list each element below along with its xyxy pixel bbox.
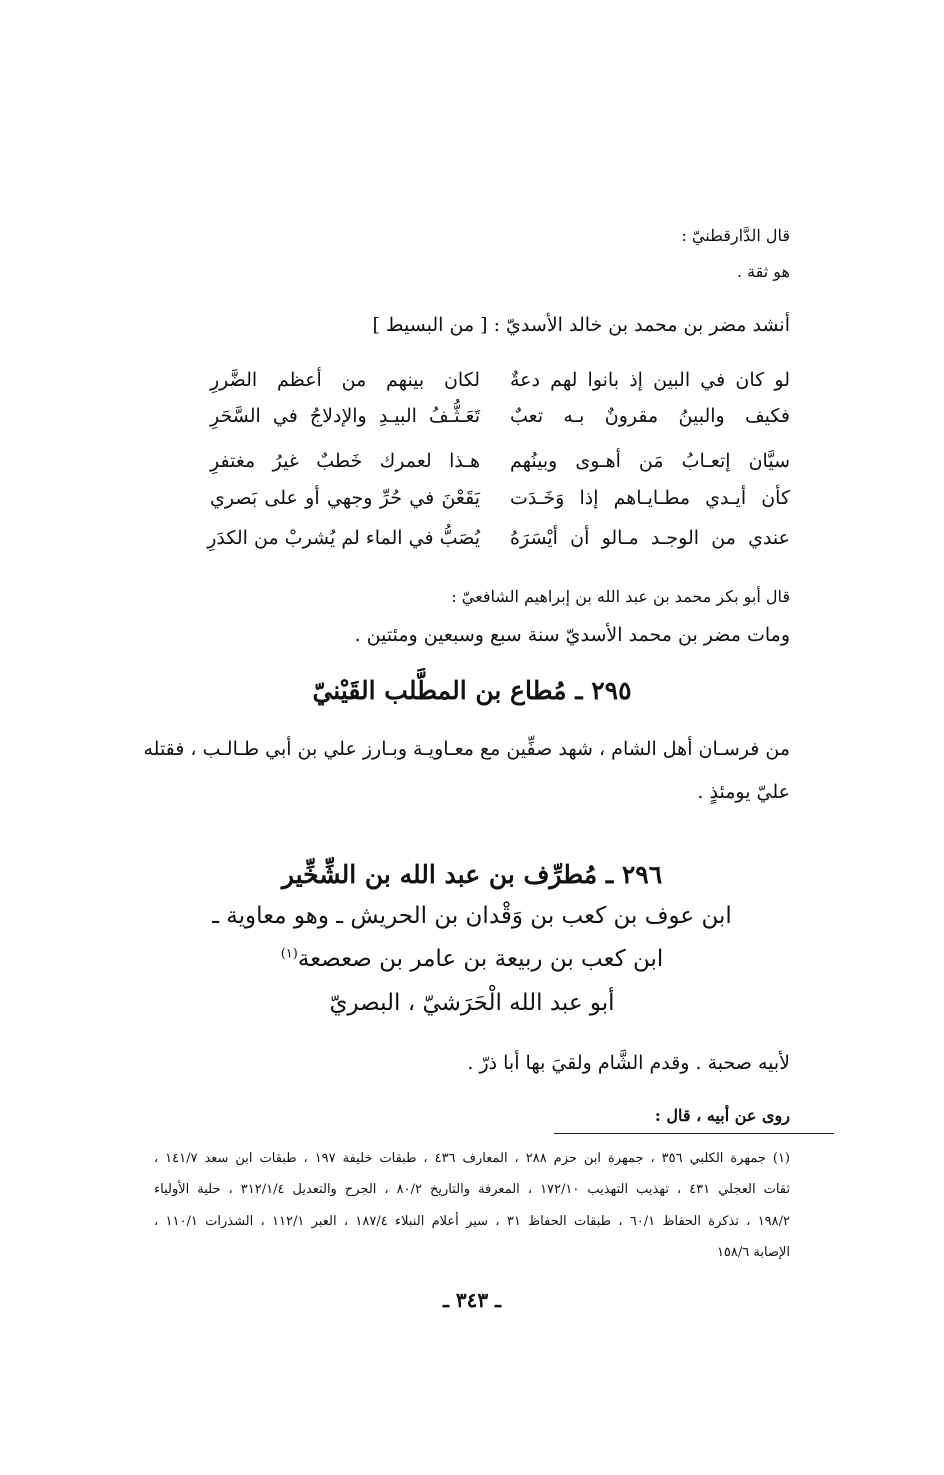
verse-second-hemistich: هـذا لعمرك خَطبٌ غيرُ مغتفرِ xyxy=(210,450,480,472)
entry-296-lineage-line1: ابن عوف بن كعب بن وَقْدان بن الحريش ـ وهو معاوية ـ xyxy=(212,903,732,929)
entry-295-text-line1: من فرسـان أهل الشام ، شهد صفِّين مع معـاويـة وبـارز علي بن أبي طـالـب ، فقتله xyxy=(143,738,790,760)
shafii-attribution: قال أبو بكر محمد بن عبد الله بن إبراهيم الشافعيّ : xyxy=(451,587,790,606)
entry-296-lineage-line2 xyxy=(130,946,814,972)
entry-296-title: ٢٩٦ ـ مُطرِّف بن عبد الله بن الشِّخِّير xyxy=(281,860,663,889)
death-note: ومات مضر بن محمد الأسديّ سنة سبع وسبعين ومئتين . xyxy=(354,624,790,646)
entry-295-title: ٢٩٥ ـ مُطاع بن المطَّلب القَيْنيّ xyxy=(312,676,632,705)
poem-verse xyxy=(210,483,790,513)
verse-first-hemistich: سيَّان إتعـابُ مَن أهـوى وبينُهم xyxy=(510,450,790,472)
lineage-text: ابن كعب بن ربيعة بن عامر بن صعصعة xyxy=(297,946,664,972)
daraqutni-label: قال الدَّارقطنيّ : xyxy=(681,226,790,245)
poem-verse xyxy=(210,401,790,431)
entry-296-kunya: أبو عبد الله الْحَرَشيّ ، البصريّ xyxy=(329,990,615,1016)
footnote-line: ١٩٨/٢ ، تذكرة الحفاظ ٦٠/١ ، طبقات الحفاظ ٣١ ، سير أعلام النبلاء ١٨٧/٤ ، العبر ١١٢/١ ، الشذرات ١١٠/١ ، xyxy=(154,1214,791,1229)
page-number: ـ ٣٤٣ ـ xyxy=(443,1288,501,1312)
poem-intro: أنشد مضر بن محمد بن خالد الأسديّ : [ من البسيط ] xyxy=(372,314,790,336)
verse-second-hemistich: تَعَـثُّـفُ البيـدِ والإدلاجُ في السَّحَرِ xyxy=(210,405,480,427)
entry-296-body: لأبيه صحبة . وقدم الشَّام ولقيَ بها أبا ذرّ . xyxy=(467,1052,790,1074)
poem-verse xyxy=(207,523,790,553)
footnote-line: (١) جمهرة الكلبي ٣٥٦ ، جمهرة ابن حزم ٢٨٨ ، المعارف ٤٣٦ ، طبقات خليفة ١٩٧ ، طبقات ابن سعد ١٤١/٧ ، xyxy=(154,1151,790,1166)
verse-first-hemistich: عندي من الوجـد مـالو أن أيْسَرَهُ xyxy=(510,527,790,549)
poem-verse xyxy=(210,446,790,476)
entry-296-narration: روى عن أبيه ، قال : xyxy=(654,1106,790,1125)
verse-second-hemistich: لكان بينهم من أعظم الضَّررِ xyxy=(210,369,480,391)
verse-second-hemistich: يُصَبُّ في الماء لم يُشربْ من الكدَرِ xyxy=(207,527,480,549)
verse-second-hemistich: يَقَعْنَ في حُرِّ وجهي أو على بَصري xyxy=(210,487,480,509)
poem-verse xyxy=(210,365,790,395)
verse-first-hemistich: كأن أيـدي مطـايـاهم إذا وَخَـدَت xyxy=(510,487,790,509)
footnote-line: ثقات العجلي ٤٣١ ، تهذيب التهذيب ١٧٢/١٠ ، المعرفة والتاريخ ٨٠/٢ ، الجرح والتعديل ٣١٢/١/٤ ، حلية الأولياء xyxy=(154,1182,790,1197)
verse-first-hemistich: فكيف والبينُ مقرونٌ بـه تعبٌ xyxy=(510,405,790,427)
daraqutni-verdict: هو ثقة . xyxy=(736,262,790,281)
footnote-line: الإصابة ١٥٨/٦ xyxy=(716,1245,790,1260)
verse-first-hemistich: لو كان في البين إذ بانوا لهم دعةٌ xyxy=(510,369,790,391)
entry-295-text-line2: عليّ يومئذٍ . xyxy=(697,781,790,803)
footnote-separator xyxy=(554,1133,834,1134)
footnote-reference: (١) xyxy=(280,946,298,962)
